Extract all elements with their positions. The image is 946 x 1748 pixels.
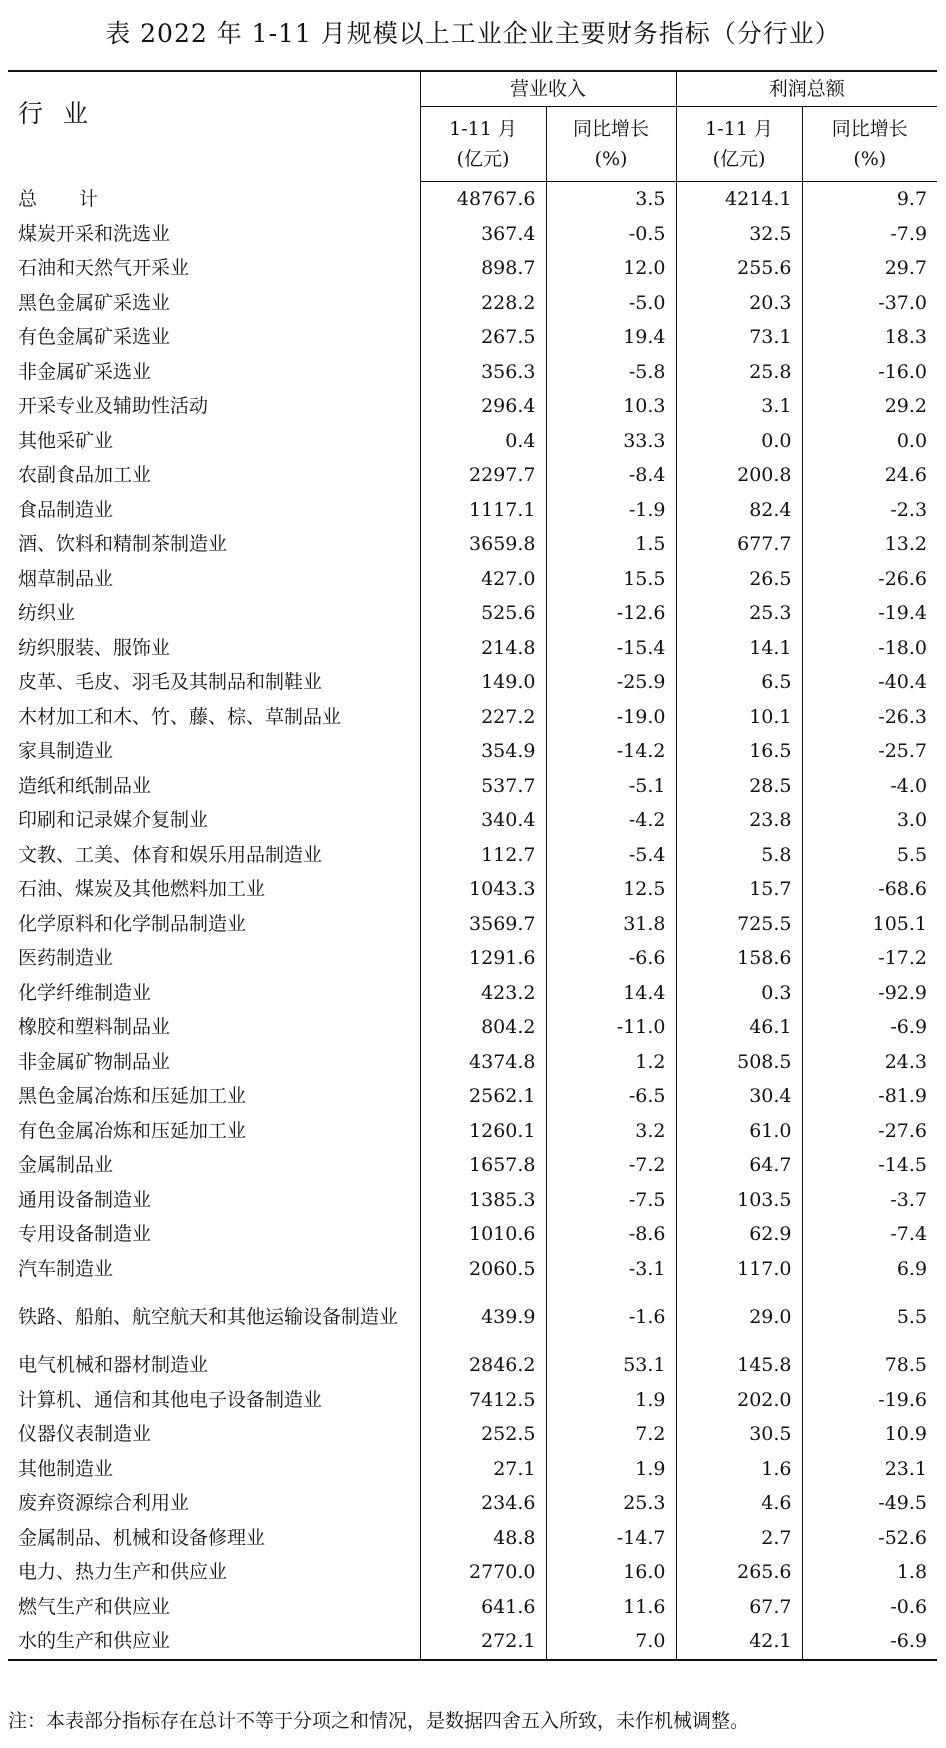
profit-growth-value: -68.6 [802,872,937,907]
profit-growth-value: 13.2 [802,527,937,562]
revenue-value: 439.9 [420,1286,546,1348]
revenue-amount-header [420,107,546,182]
revenue-growth-value: -6.6 [546,941,676,976]
revenue-growth-value: -8.4 [546,458,676,493]
profit-value: 28.5 [676,769,802,804]
revenue-growth-value: 31.8 [546,907,676,942]
revenue-growth-value: -12.6 [546,596,676,631]
industry-name: 有色金属冶炼和压延加工业 [18,1119,247,1142]
profit-growth-value: -7.9 [802,217,937,252]
industry-name: 石油、煤炭及其他燃料加工业 [18,878,266,901]
table-row [8,1183,937,1218]
unit-label: (亿元) [712,148,766,170]
profit-value: 20.3 [676,286,802,321]
profit-value: 23.8 [676,803,802,838]
table-row [8,596,937,631]
profit-growth-value: -4.0 [802,769,937,804]
profit-growth-value: -40.4 [802,665,937,700]
revenue-value: 1260.1 [420,1114,546,1149]
profit-value: 3.1 [676,389,802,424]
revenue-value: 2846.2 [420,1348,546,1383]
profit-amount-header [676,107,802,182]
profit-value: 15.7 [676,872,802,907]
profit-value: 0.0 [676,424,802,459]
profit-growth-value: 3.0 [802,803,937,838]
revenue-group-header: 营业收入 [420,71,676,107]
table-row [8,217,937,252]
profit-growth-value: -25.7 [802,734,937,769]
profit-value: 67.7 [676,1590,802,1625]
revenue-growth-value: -4.2 [546,803,676,838]
revenue-growth-value: 11.6 [546,1590,676,1625]
revenue-growth-value: 25.3 [546,1486,676,1521]
profit-growth-value: -26.6 [802,562,937,597]
profit-value: 677.7 [676,527,802,562]
profit-value: 725.5 [676,907,802,942]
industry-name: 汽车制造业 [18,1257,114,1280]
period-label: 1-11 月 [705,118,773,140]
table-row [8,907,937,942]
profit-value: 202.0 [676,1383,802,1418]
profit-group-header: 利润总额 [676,71,937,107]
revenue-value: 227.2 [420,700,546,735]
table-body [8,182,937,1660]
industry-name: 其他制造业 [18,1457,114,1480]
revenue-value: 296.4 [420,389,546,424]
profit-value: 6.5 [676,665,802,700]
profit-value: 25.3 [676,596,802,631]
profit-value: 5.8 [676,838,802,873]
revenue-value: 0.4 [420,424,546,459]
period-label: 1-11 月 [449,118,517,140]
industry-name: 纺织服装、服饰业 [18,636,171,659]
profit-growth-value: 0.0 [802,424,937,459]
profit-value: 4214.1 [676,182,802,217]
revenue-value: 641.6 [420,1590,546,1625]
revenue-value: 252.5 [420,1417,546,1452]
profit-growth-value: 18.3 [802,320,937,355]
revenue-growth-value: 1.2 [546,1045,676,1080]
table-row [8,976,937,1011]
revenue-growth-value: 1.9 [546,1383,676,1418]
profit-value: 46.1 [676,1010,802,1045]
revenue-value: 1657.8 [420,1148,546,1183]
table-row [8,1383,937,1418]
profit-value: 30.5 [676,1417,802,1452]
revenue-value: 537.7 [420,769,546,804]
profit-growth-value: -52.6 [802,1521,937,1556]
table-row [8,286,937,321]
revenue-value: 898.7 [420,251,546,286]
revenue-growth-value: -14.7 [546,1521,676,1556]
table-row [8,941,937,976]
table-row [8,838,937,873]
industry-name: 燃气生产和供应业 [18,1595,171,1618]
industry-name: 黑色金属矿采选业 [18,291,171,314]
table-row [8,320,937,355]
page-title: 表 2022 年 1-11 月规模以上工业企业主要财务指标（分行业） [105,19,841,48]
revenue-growth-value: -11.0 [546,1010,676,1045]
profit-value: 25.8 [676,355,802,390]
table-row [8,1452,937,1487]
profit-growth-value: -3.7 [802,1183,937,1218]
table-row [8,1114,937,1149]
industry-name: 食品制造业 [18,498,114,521]
revenue-value: 1043.3 [420,872,546,907]
profit-growth-value: -19.4 [802,596,937,631]
industry-name: 其他采矿业 [18,429,114,452]
table-row [8,1555,937,1590]
profit-growth-value: -0.6 [802,1590,937,1625]
revenue-value: 48.8 [420,1521,546,1556]
industry-name: 总计 [18,188,141,210]
industry-name: 纺织业 [18,602,76,625]
table-row [8,527,937,562]
profit-value: 117.0 [676,1252,802,1287]
industry-name: 木材加工和木、竹、藤、棕、草制品业 [18,705,342,728]
profit-growth-value: -6.9 [802,1010,937,1045]
profit-growth-value: -6.9 [802,1624,937,1660]
revenue-value: 7412.5 [420,1383,546,1418]
revenue-value: 1010.6 [420,1217,546,1252]
revenue-value: 354.9 [420,734,546,769]
profit-value: 2.7 [676,1521,802,1556]
revenue-growth-value: 15.5 [546,562,676,597]
table-row [8,769,937,804]
industry-name: 皮革、毛皮、羽毛及其制品和制鞋业 [18,671,323,694]
industry-name: 化学纤维制造业 [18,981,152,1004]
table-row [8,1590,937,1625]
table-row [8,1010,937,1045]
profit-value: 158.6 [676,941,802,976]
revenue-growth-value: -7.2 [546,1148,676,1183]
industry-name: 农副食品加工业 [18,464,152,487]
industry-name: 金属制品、机械和设备修理业 [18,1526,266,1549]
profit-value: 14.1 [676,631,802,666]
table-header [8,71,937,182]
revenue-growth-value: -25.9 [546,665,676,700]
revenue-value: 356.3 [420,355,546,390]
revenue-growth-value: 10.3 [546,389,676,424]
revenue-value: 2562.1 [420,1079,546,1114]
revenue-growth-value: -5.8 [546,355,676,390]
profit-growth-header [802,107,937,182]
revenue-value: 367.4 [420,217,546,252]
table-row [8,665,937,700]
revenue-value: 427.0 [420,562,546,597]
footnote: 注：本表部分指标存在总计不等于分项之和情况，是数据四舍五入所致，未作机械调整。 [8,1710,750,1732]
revenue-growth-value: -19.0 [546,700,676,735]
table-row [8,389,937,424]
percent-unit-label: (%) [853,148,887,170]
revenue-value: 804.2 [420,1010,546,1045]
revenue-growth-value: -0.5 [546,217,676,252]
revenue-value: 48767.6 [420,182,546,217]
industry-name: 水的生产和供应业 [8,1624,420,1660]
industry-name: 非金属矿采选业 [18,360,152,383]
revenue-growth-value: 12.5 [546,872,676,907]
profit-growth-value: -14.5 [802,1148,937,1183]
profit-growth-value: -92.9 [802,976,937,1011]
profit-growth-value: 5.5 [802,1286,937,1348]
industry-name: 铁路、船舶、航空航天和其他运输设备制造业 [18,1306,399,1328]
revenue-value: 1385.3 [420,1183,546,1218]
profit-value: 32.5 [676,217,802,252]
profit-growth-value: 23.1 [802,1452,937,1487]
revenue-value: 149.0 [420,665,546,700]
revenue-growth-value: -6.5 [546,1079,676,1114]
profit-value: 62.9 [676,1217,802,1252]
industry-name: 印刷和记录媒介复制业 [18,809,209,832]
revenue-growth-value: 33.3 [546,424,676,459]
revenue-growth-value: 16.0 [546,1555,676,1590]
profit-growth-value: 9.7 [802,182,937,217]
revenue-value: 3569.7 [420,907,546,942]
revenue-growth-header [546,107,676,182]
table-row [8,803,937,838]
industry-name: 废弃资源综合利用业 [18,1492,190,1515]
industry-name: 烟草制品业 [18,567,114,590]
profit-growth-value: 10.9 [802,1417,937,1452]
industry-column-header: 行业 [8,71,420,182]
unit-label: (亿元) [456,148,510,170]
revenue-growth-value: -7.5 [546,1183,676,1218]
total-row [8,182,937,217]
industry-name: 有色金属矿采选业 [18,326,171,349]
table-row [8,1045,937,1080]
profit-value: 16.5 [676,734,802,769]
revenue-value: 340.4 [420,803,546,838]
table-row [8,562,937,597]
profit-value: 4.6 [676,1486,802,1521]
profit-growth-value: 6.9 [802,1252,937,1287]
percent-unit-label: (%) [594,148,628,170]
profit-value: 255.6 [676,251,802,286]
revenue-growth-value: -5.0 [546,286,676,321]
revenue-growth-value: 14.4 [546,976,676,1011]
profit-growth-value: -17.2 [802,941,937,976]
industry-name: 医药制造业 [18,947,114,970]
profit-growth-value: 78.5 [802,1348,937,1383]
revenue-growth-value: 12.0 [546,251,676,286]
table-row [8,251,937,286]
table-row [8,1217,937,1252]
table-row [8,1079,937,1114]
revenue-growth-value: 3.2 [546,1114,676,1149]
growth-label: 同比增长 [573,118,650,140]
profit-growth-value: -27.6 [802,1114,937,1149]
industry-name: 仪器仪表制造业 [18,1423,152,1446]
revenue-value: 2297.7 [420,458,546,493]
profit-value: 0.3 [676,976,802,1011]
profit-growth-value: 1.8 [802,1555,937,1590]
profit-value: 103.5 [676,1183,802,1218]
revenue-value: 228.2 [420,286,546,321]
revenue-growth-value: -5.4 [546,838,676,873]
profit-growth-value: -49.5 [802,1486,937,1521]
industry-name: 造纸和纸制品业 [18,774,152,797]
revenue-value: 1117.1 [420,493,546,528]
profit-value: 26.5 [676,562,802,597]
revenue-value: 2770.0 [420,1555,546,1590]
profit-growth-value: 105.1 [802,907,937,942]
profit-value: 145.8 [676,1348,802,1383]
profit-value: 73.1 [676,320,802,355]
profit-growth-value: -2.3 [802,493,937,528]
revenue-growth-value: -8.6 [546,1217,676,1252]
profit-growth-value: -19.6 [802,1383,937,1418]
revenue-value: 423.2 [420,976,546,1011]
revenue-growth-value: 3.5 [546,182,676,217]
revenue-growth-value: 1.9 [546,1452,676,1487]
revenue-value: 267.5 [420,320,546,355]
revenue-growth-value: 19.4 [546,320,676,355]
table-row [8,1624,937,1660]
industry-name: 石油和天然气开采业 [18,257,190,280]
revenue-value: 1291.6 [420,941,546,976]
industry-name: 电力、热力生产和供应业 [18,1561,228,1584]
table-row [8,872,937,907]
table-row [8,734,937,769]
profit-value: 61.0 [676,1114,802,1149]
revenue-value: 2060.5 [420,1252,546,1287]
profit-growth-value: 29.2 [802,389,937,424]
profit-value: 29.0 [676,1286,802,1348]
table-row [8,424,937,459]
profit-growth-value: 24.3 [802,1045,937,1080]
table-row [8,458,937,493]
industry-name: 橡胶和塑料制品业 [18,1016,171,1039]
revenue-growth-value: 7.2 [546,1417,676,1452]
industry-name: 计算机、通信和其他电子设备制造业 [18,1388,323,1411]
industry-name: 文教、工美、体育和娱乐用品制造业 [18,843,323,866]
revenue-value: 27.1 [420,1452,546,1487]
profit-value: 1.6 [676,1452,802,1487]
revenue-growth-value: -5.1 [546,769,676,804]
profit-growth-value: -37.0 [802,286,937,321]
table-row [8,1486,937,1521]
industry-name: 金属制品业 [18,1154,114,1177]
table-row [8,1521,937,1556]
revenue-growth-value: 7.0 [546,1624,676,1660]
profit-value: 42.1 [676,1624,802,1660]
table-row [8,700,937,735]
revenue-growth-value: -14.2 [546,734,676,769]
table-row [8,493,937,528]
profit-value: 30.4 [676,1079,802,1114]
industry-name: 通用设备制造业 [18,1188,152,1211]
revenue-value: 112.7 [420,838,546,873]
industry-name: 专用设备制造业 [18,1223,152,1246]
table-row [8,1252,937,1287]
revenue-growth-value: -3.1 [546,1252,676,1287]
table-row [8,631,937,666]
revenue-growth-value: 1.5 [546,527,676,562]
industry-name: 化学原料和化学制品制造业 [18,912,247,935]
profit-growth-value: -7.4 [802,1217,937,1252]
revenue-growth-value: -1.6 [546,1286,676,1348]
industry-name: 家具制造业 [18,740,114,763]
revenue-value: 272.1 [420,1624,546,1660]
profit-value: 508.5 [676,1045,802,1080]
profit-value: 82.4 [676,493,802,528]
growth-label: 同比增长 [831,118,908,140]
industry-name: 煤炭开采和洗选业 [18,222,171,245]
profit-growth-value: -26.3 [802,700,937,735]
industry-name: 开采专业及辅助性活动 [18,395,209,418]
revenue-value: 525.6 [420,596,546,631]
table-row [8,1348,937,1383]
revenue-value: 214.8 [420,631,546,666]
table-row [8,355,937,390]
table-row [8,1148,937,1183]
industry-name: 电气机械和器材制造业 [18,1354,209,1377]
profit-growth-value: 29.7 [802,251,937,286]
profit-growth-value: 5.5 [802,838,937,873]
profit-growth-value: -81.9 [802,1079,937,1114]
profit-value: 200.8 [676,458,802,493]
industry-name: 黑色金属冶炼和压延加工业 [18,1085,247,1108]
industry-name: 非金属矿物制品业 [18,1050,171,1073]
revenue-growth-value: -1.9 [546,493,676,528]
revenue-value: 4374.8 [420,1045,546,1080]
table-row [8,1417,937,1452]
profit-value: 265.6 [676,1555,802,1590]
profit-growth-value: 24.6 [802,458,937,493]
profit-value: 64.7 [676,1148,802,1183]
industry-name: 酒、饮料和精制茶制造业 [18,533,228,556]
profit-value: 10.1 [676,700,802,735]
revenue-growth-value: 53.1 [546,1348,676,1383]
revenue-value: 3659.8 [420,527,546,562]
profit-growth-value: -18.0 [802,631,937,666]
table-row [8,1286,937,1348]
revenue-value: 234.6 [420,1486,546,1521]
financial-indicators-table [8,70,937,1661]
profit-growth-value: -16.0 [802,355,937,390]
revenue-growth-value: -15.4 [546,631,676,666]
